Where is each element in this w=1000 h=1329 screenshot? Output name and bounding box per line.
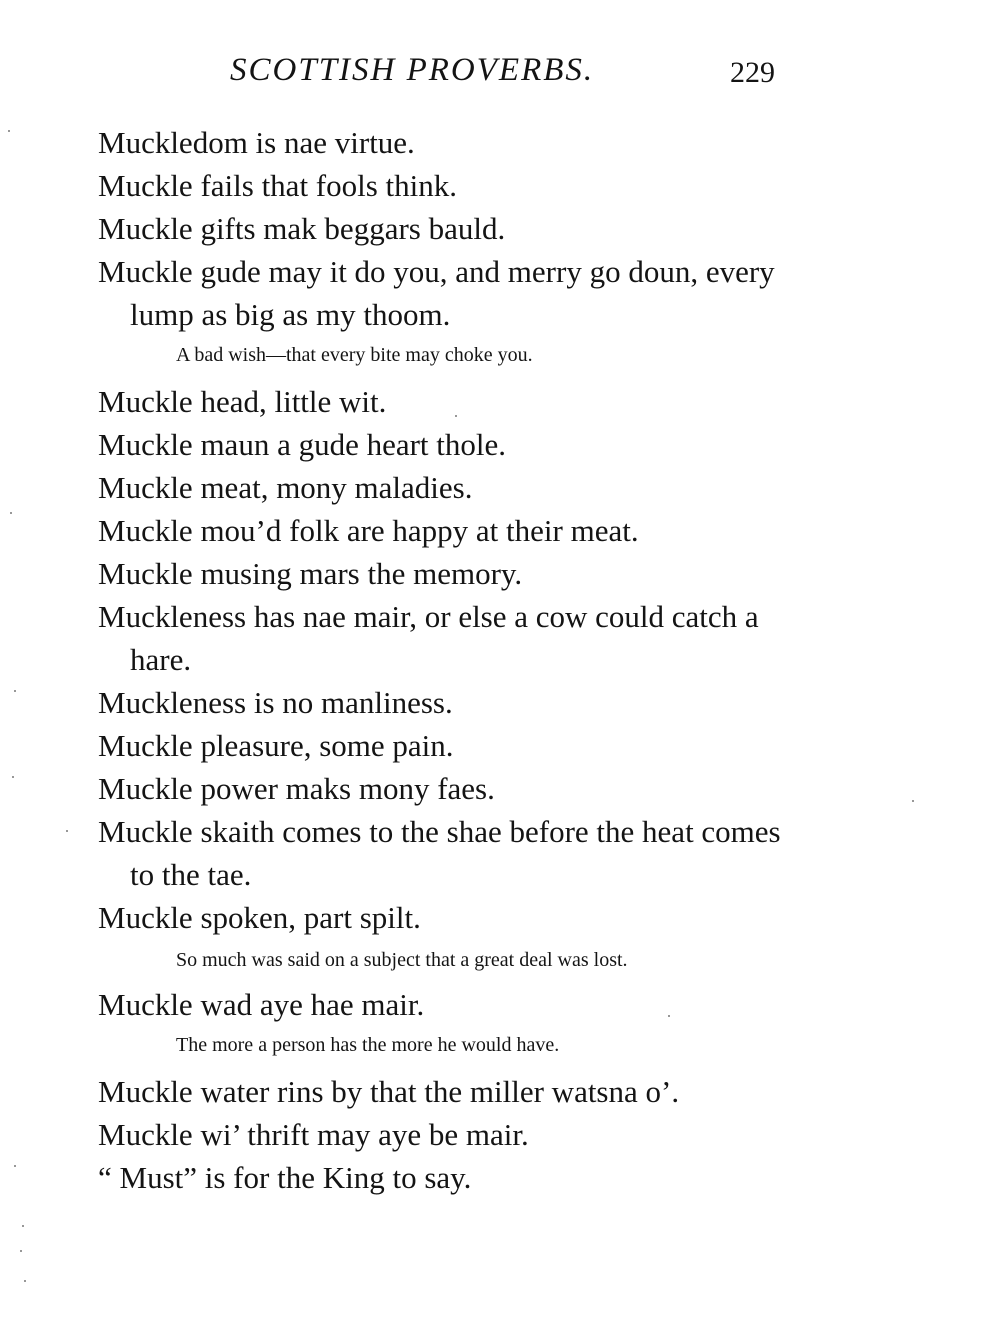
proverb-entry: “ Must” is for the King to say.: [98, 1160, 472, 1195]
proverb-entry: Muckle mou’d folk are happy at their meat.: [98, 513, 639, 548]
scan-speck: [12, 776, 14, 778]
page-header: [0, 52, 1000, 102]
proverb-entry: Muckle meat, mony maladies.: [98, 470, 473, 505]
proverb-note: The more a person has the more he would have.: [176, 1034, 560, 1056]
proverb-entry: Muckleness has nae mair, or else a cow could catch a hare.: [98, 599, 759, 677]
proverb-note: A bad wish—that every bite may choke you.: [176, 344, 533, 366]
scan-speck: [668, 1015, 670, 1017]
page-number: 229: [730, 56, 775, 89]
proverb-list: [98, 121, 803, 1199]
scan-speck: [14, 690, 16, 692]
proverb-entry: Muckle water rins by that the miller watsna o’.: [98, 1074, 680, 1109]
scan-speck: [20, 1250, 22, 1252]
proverb-note: So much was said on a subject that a great deal was lost.: [176, 949, 628, 971]
proverb-entry: Muckle pleasure, some pain.: [98, 728, 454, 763]
proverb-entry: Muckledom is nae virtue.: [98, 125, 415, 160]
proverb-entry: Muckle gude may it do you, and merry go doun, every lump as big as my thoom.: [98, 254, 775, 332]
proverb-entry: Muckle spoken, part spilt.: [98, 900, 421, 935]
proverb-entry: Muckle fails that fools think.: [98, 168, 458, 203]
scan-speck: [455, 415, 457, 417]
proverb-entry: Muckle power maks mony faes.: [98, 771, 495, 806]
proverb-entry: Muckle skaith comes to the shae before the heat comes to the tae.: [98, 814, 781, 892]
scan-speck: [66, 830, 68, 832]
proverb-entry: Muckle gifts mak beggars bauld.: [98, 211, 506, 246]
proverb-entry: Muckle wi’ thrift may aye be mair.: [98, 1117, 529, 1152]
scan-speck: [8, 130, 10, 132]
proverb-entry: Muckle maun a gude heart thole.: [98, 427, 507, 462]
scan-speck: [10, 512, 12, 514]
scan-speck: [14, 1165, 16, 1167]
scan-speck: [22, 1225, 24, 1227]
proverb-entry: Muckle head, little wit.: [98, 384, 387, 419]
running-title: SCOTTISH PROVERBS.: [230, 52, 595, 88]
proverb-entry: Muckle wad aye hae mair.: [98, 987, 425, 1022]
proverb-entry: Muckleness is no manliness.: [98, 685, 453, 720]
scan-speck: [24, 1280, 26, 1282]
scan-speck: [912, 800, 914, 802]
proverb-entry: Muckle musing mars the memory.: [98, 556, 523, 591]
